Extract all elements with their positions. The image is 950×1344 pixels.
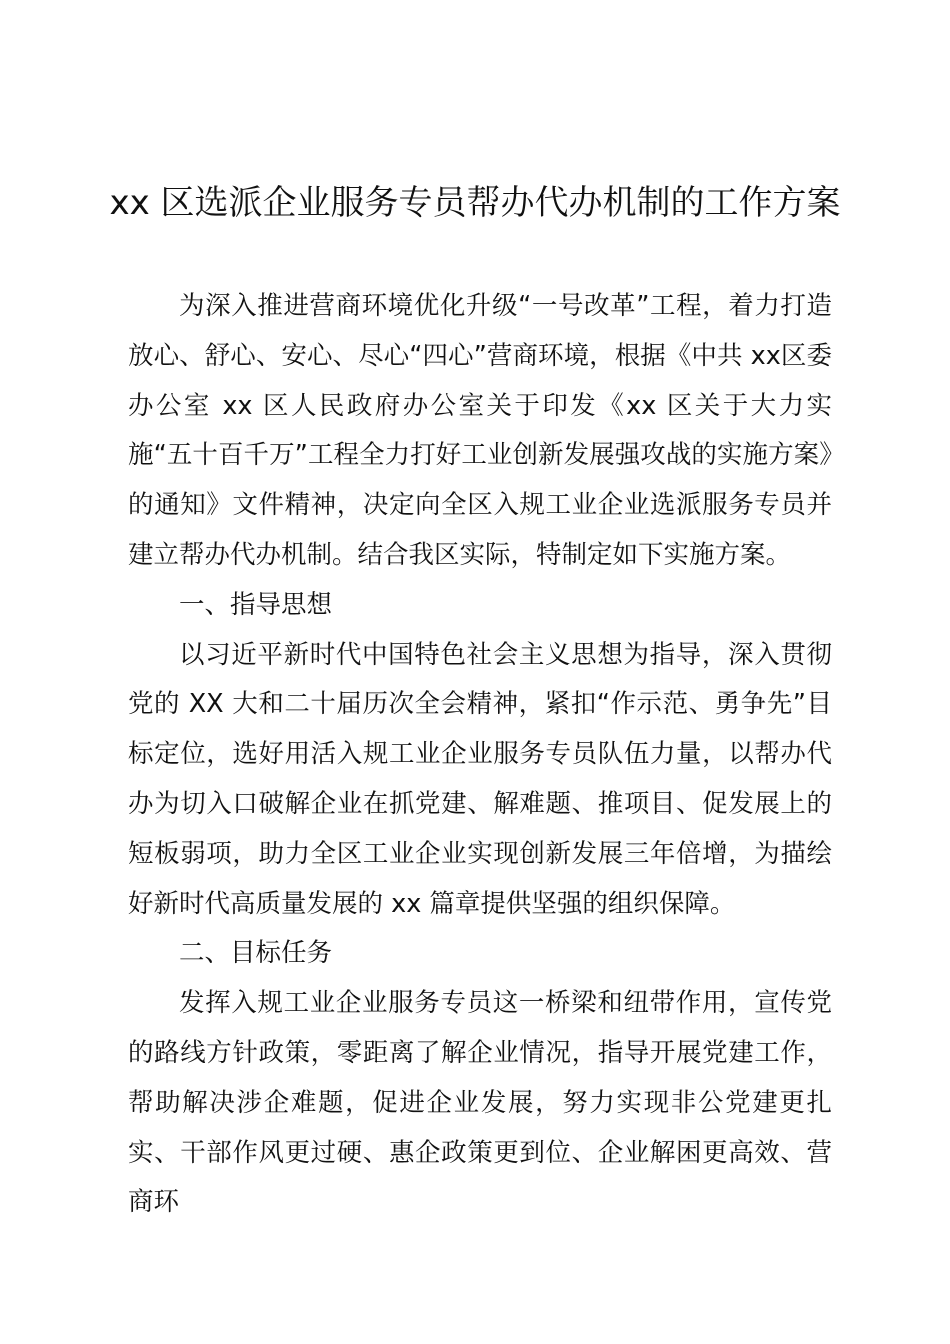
section-heading-objectives: 二、目标任务 (179, 938, 333, 969)
section-heading-guiding-ideology: 一、指导思想 (179, 589, 333, 620)
document-body (128, 282, 832, 1228)
intro-paragraph: 为深入推进营商环境优化升级“一号改革”工程，着力打造放心、舒心、安心、尽心“四心”营商环境，根据《中共 xx区委办公室 xx 区人民政府办公室关于印发《xx 区关于大力实施“五十百千万”工程全力打好工业创新发展强攻战的实施方案》的通知》文件精神，决定向全区入规工业企业选派服务专员并建立帮办代办机制。结合我区实际，特制定如下实施方案。 (128, 291, 832, 570)
guiding-ideology-paragraph: 以习近平新时代中国特色社会主义思想为指导，深入贯彻党的 XX 大和二十届历次全会精神，紧扣“作示范、勇争先”目标定位，选好用活入规工业企业服务专员队伍力量，以帮办代办为切入口破解企业在抓党建、解难题、推项目、促发展上的短板弱项，助力全区工业企业实现创新发展三年倍增，为描绘好新时代高质量发展的 xx 篇章提供坚强的组织保障。 (128, 639, 832, 919)
document-title: xx 区选派企业服务专员帮办代办机制的工作方案 (109, 183, 841, 223)
objectives-paragraph: 发挥入规工业企业服务专员这一桥梁和纽带作用，宣传党的路线方针政策，零距离了解企业情况，指导开展党建工作，帮助解决涉企难题，促进企业发展，努力实现非公党建更扎实、干部作风更过硬、惠企政策更到位、企业解困更高效、营商环 (128, 988, 832, 1218)
